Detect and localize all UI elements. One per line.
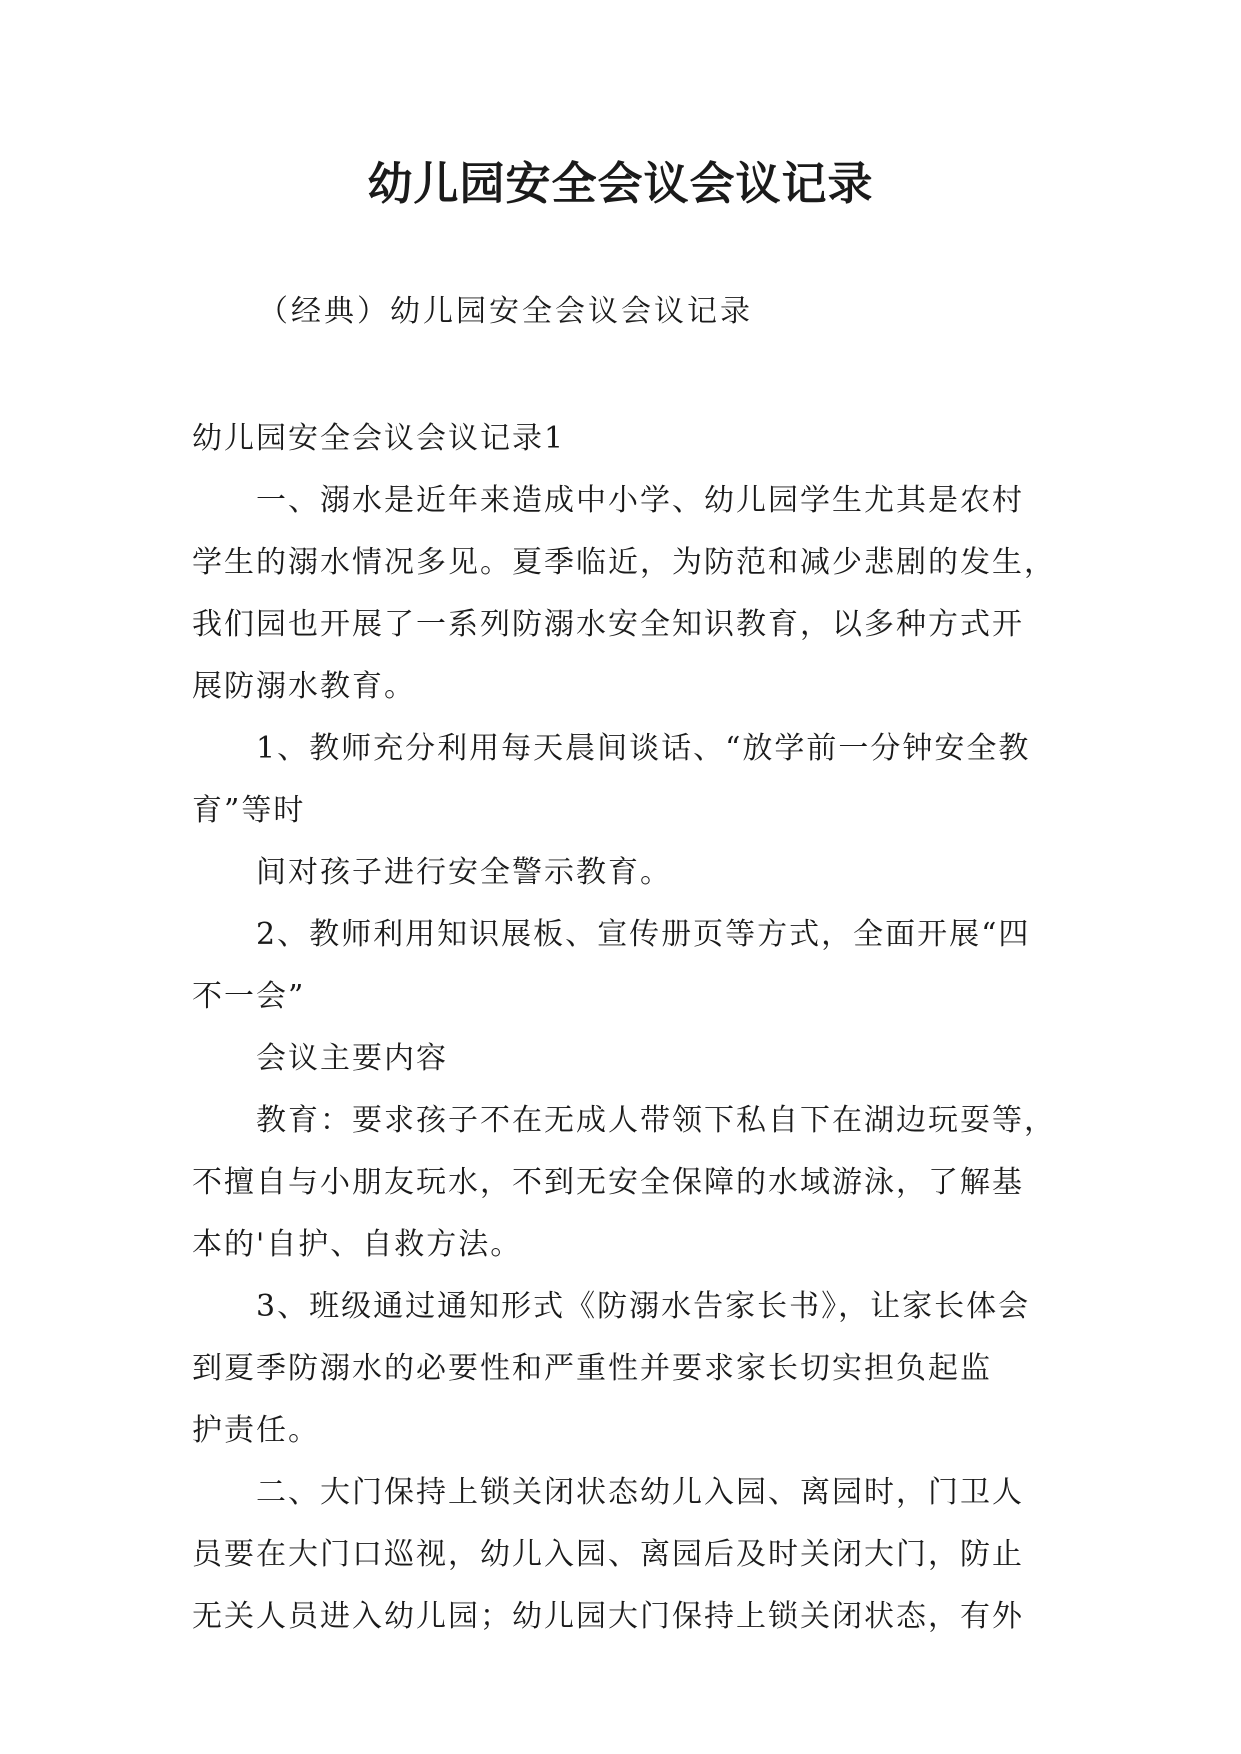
paragraph-line: 我们园也开展了一系列防溺水安全知识教育，以多种方式开 bbox=[192, 607, 1024, 642]
paragraph-line: 护责任。 bbox=[192, 1413, 320, 1448]
paragraph-line: 二、大门保持上锁关闭状态幼儿入园、离园时，门卫人 bbox=[256, 1475, 1024, 1510]
paragraph-line: 不擅自与小朋友玩水，不到无安全保障的水域游泳，了解基 bbox=[192, 1165, 1024, 1200]
section-heading: 幼儿园安全会议会议记录1 bbox=[192, 421, 566, 456]
paragraph-line: 到夏季防溺水的必要性和严重性并要求家长切实担负起监 bbox=[192, 1351, 992, 1386]
paragraph-2 bbox=[192, 718, 1054, 842]
paragraph-1 bbox=[192, 470, 1054, 718]
paragraph-7 bbox=[192, 1276, 1054, 1462]
paragraph-line: 教育：要求孩子不在无成人带领下私自下在湖边玩耍等， bbox=[256, 1103, 1056, 1138]
paragraph-line: 一、溺水是近年来造成中小学、幼儿园学生尤其是农村 bbox=[256, 483, 1024, 518]
paragraph-4 bbox=[192, 904, 1054, 1028]
paragraph-line: 展防溺水教育。 bbox=[192, 669, 416, 704]
paragraph-line: 育”等时 bbox=[192, 793, 306, 828]
paragraph-line: 间对孩子进行安全警示教育。 bbox=[256, 855, 672, 890]
paragraph-6 bbox=[192, 1090, 1054, 1276]
paragraph-line: 3、班级通过通知形式《防溺水告家长书》，让家长体会 bbox=[256, 1289, 1031, 1324]
document-body bbox=[192, 408, 1054, 1648]
document-subtitle: （经典）幼儿园安全会议会议记录 bbox=[258, 294, 753, 329]
paragraph-5 bbox=[192, 1028, 1054, 1090]
paragraph-line: 1、教师充分利用每天晨间谈话、“放学前一分钟安全教 bbox=[256, 731, 1031, 766]
paragraph-line: 本的'自护、自救方法。 bbox=[192, 1227, 523, 1262]
document-title: 幼儿园安全会议会议记录 bbox=[367, 157, 874, 210]
paragraph-3 bbox=[192, 842, 1054, 904]
paragraph-line: 学生的溺水情况多见。夏季临近，为防范和减少悲剧的发生， bbox=[192, 545, 1056, 580]
paragraph-line: 员要在大门口巡视，幼儿入园、离园后及时关闭大门，防止 bbox=[192, 1537, 1024, 1572]
paragraph-line: 无关人员进入幼儿园；幼儿园大门保持上锁关闭状态，有外 bbox=[192, 1599, 1024, 1634]
paragraph-8 bbox=[192, 1462, 1054, 1648]
paragraph-line: 2、教师利用知识展板、宣传册页等方式，全面开展“四 bbox=[256, 917, 1031, 952]
paragraph-line: 不一会” bbox=[192, 979, 306, 1014]
paragraph-line: 会议主要内容 bbox=[256, 1041, 448, 1076]
